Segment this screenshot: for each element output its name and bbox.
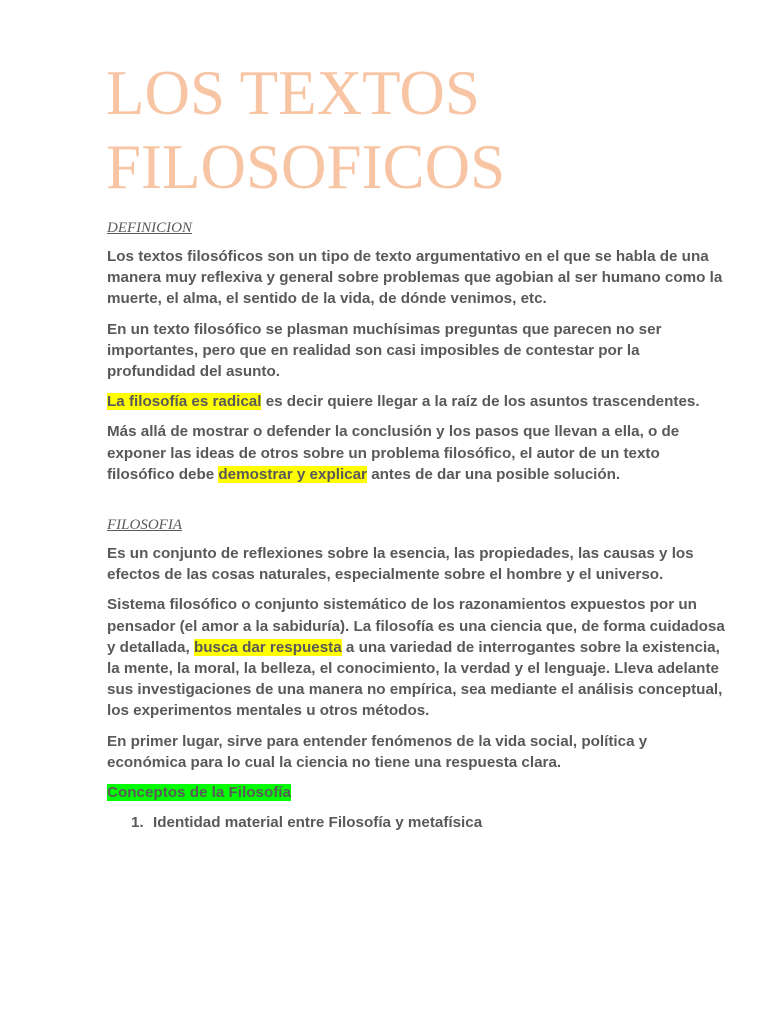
definicion-paragraph-3 <box>107 391 727 412</box>
filosofia-paragraph-2 <box>107 594 727 721</box>
paragraph-4-after: antes de dar una posible solución. <box>366 465 621 483</box>
filosofia-paragraph-3: En primer lugar, sirve para entender fenómenos de la vida social, política y económica para lo cual la ciencia no tiene una respuesta clara. <box>107 732 648 771</box>
filosofia-p2-after: a una variedad de interrogantes sobre la existencia, la mente, la moral, la belleza, el conocimiento, la verdad y el lenguaje. Lleva adelante sus investigaciones de una manera no empírica, sea mediante el análisis conceptual, los experimentos mentales u otros métodos. <box>107 638 723 720</box>
list-item <box>131 812 727 833</box>
definicion-paragraph-1: Los textos filosóficos son un tipo de texto argumentativo en el que se habla de una manera muy reflexiva y general sobre problemas que agobian al ser humano como la muerte, el alma, el sentido de la vida, de dónde venimos, etc. <box>107 248 723 308</box>
document-body <box>107 218 727 833</box>
section-spacer <box>107 494 727 515</box>
list-item-number: 1. <box>131 814 144 832</box>
filosofia-paragraph-1: Es un conjunto de reflexiones sobre la esencia, las propiedades, las causas y los efectos de las cosas naturales, especialmente sobre el hombre y el universo. <box>107 545 694 584</box>
concepts-heading <box>107 782 727 803</box>
filosofia-heading: FILOSOFIA <box>107 517 182 534</box>
definicion-paragraph-2: En un texto filosófico se plasman muchísimas preguntas que parecen no ser importantes, pero que en realidad son casi imposibles de contestar por la profundidad del asunto. <box>107 320 662 381</box>
definicion-heading: DEFINICION <box>107 220 192 236</box>
paragraph-4-before: Más allá de mostrar o defender la conclusión y los pasos que llevan a ella, o de exponer las ideas de otros sobre un problema filosófico, el autor de un texto filosófico debe <box>107 423 680 483</box>
filosofia-p2-before: Sistema filosófico o conjunto sistemático de los razonamientos expuestos por un pensador (el amor a la sabiduría). La filosofía es una ciencia que, de forma cuidadosa y detallada, <box>107 596 725 656</box>
definicion-paragraph-4 <box>107 421 727 485</box>
list-item-text: Identidad material entre Filosofía y metafísica <box>153 814 483 832</box>
highlight-conceptos: Conceptos de la Filosofía <box>107 784 291 802</box>
paragraph-3-rest: es decir quiere llegar a la raíz de los asuntos trascendentes. <box>261 393 700 411</box>
highlight-demostrar-explicar: demostrar y explicar <box>218 465 367 483</box>
highlight-busca-respuesta: busca dar respuesta <box>193 638 342 656</box>
document-title: LOS TEXTOS FILOSOFICOS <box>106 58 506 202</box>
highlight-filosofia-radical: La filosofía es radical <box>107 393 262 411</box>
